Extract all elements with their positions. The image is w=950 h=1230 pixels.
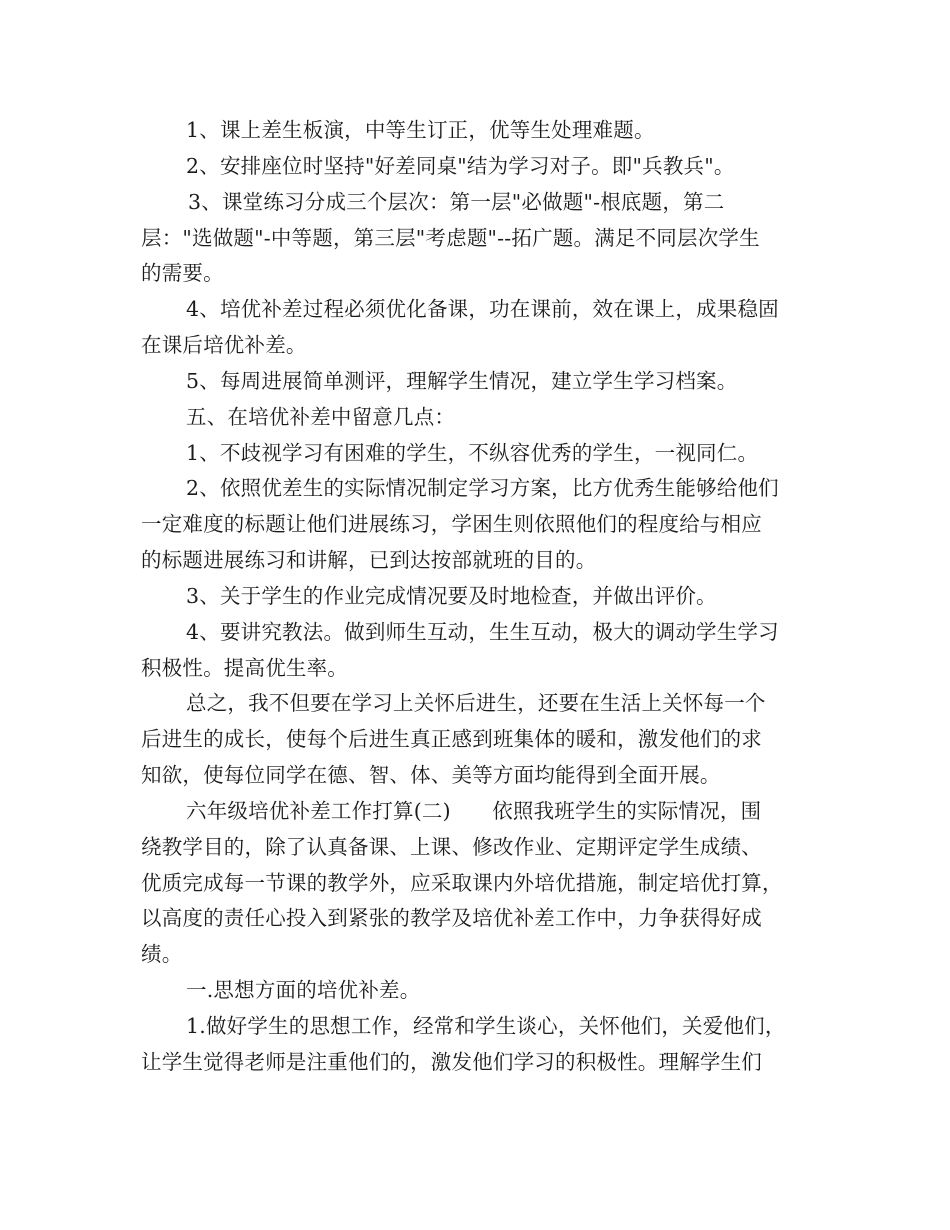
- text-line: 以高度的责任心投入到紧张的教学及培优补差工作中，力争获得好成: [141, 906, 762, 930]
- text-line: 在课后培优补差。: [141, 333, 307, 357]
- text-line: 层："选做题"-中等题，第三层"考虑题"--拓广题。满足不同层次学生: [141, 226, 760, 250]
- text-line: 3、课堂练习分成三个层次：第一层"必做题"-根底题，第二: [188, 190, 725, 214]
- text-line: 1.做好学生的思想工作，经常和学生谈心，关怀他们，关爱他们，: [186, 1014, 786, 1038]
- text-line: 的标题进展练习和讲解，已到达按部就班的目的。: [141, 548, 597, 572]
- text-line: 3、关于学生的作业完成情况要及时地检查，并做出评价。: [186, 584, 717, 608]
- text-line: 后进生的成长，使每个后进生真正感到班集体的暖和，激发他们的求: [141, 727, 762, 751]
- text-line: 总之，我不但要在学习上关怀后进生，还要在生活上关怀每一个: [186, 691, 766, 715]
- text-line: 积极性。提高优生率。: [141, 656, 348, 680]
- text-line: 知欲，使每位同学在德、智、体、美等方面均能得到全面开展。: [141, 763, 721, 787]
- text-line: 六年级培优补差工作打算(二) 依照我班学生的实际情况，围: [186, 799, 762, 823]
- text-line: 2、依照优差生的实际情况制定学习方案，比方优秀生能够给他们: [186, 476, 779, 500]
- text-line: 的需要。: [141, 261, 224, 285]
- section-heading: 五、在培优补差中留意几点：: [186, 405, 456, 429]
- text-line: 绩。: [141, 942, 183, 966]
- section-heading: 一.思想方面的培优补差。: [186, 978, 421, 1002]
- text-line: 1、课上差生板演，中等生订正，优等生处理难题。: [186, 118, 655, 142]
- text-line: 5、每周进展简单测评，理解学生情况，建立学生学习档案。: [186, 369, 738, 393]
- text-line: 1、不歧视学习有困难的学生，不纵容优秀的学生，一视同仁。: [186, 441, 759, 465]
- text-line: 一定难度的标题让他们进展练习，学困生则依照他们的程度给与相应: [141, 512, 762, 536]
- text-line: 4、培优补差过程必须优化备课，功在课前，效在课上，成果稳固: [186, 297, 779, 321]
- text-line: 优质完成每一节课的教学外，应采取课内外培优措施，制定培优打算，: [141, 871, 783, 895]
- text-line: 绕教学目的，除了认真备课、上课、修改作业、定期评定学生成绩、: [141, 835, 762, 859]
- text-line: 4、要讲究教法。做到师生互动，生生互动，极大的调动学生学习: [186, 620, 779, 644]
- text-line: 2、安排座位时坚持"好差同桌"结为学习对子。即"兵教兵"。: [186, 154, 735, 178]
- text-line: 让学生觉得老师是注重他们的，激发他们学习的积极性。理解学生们: [141, 1050, 762, 1074]
